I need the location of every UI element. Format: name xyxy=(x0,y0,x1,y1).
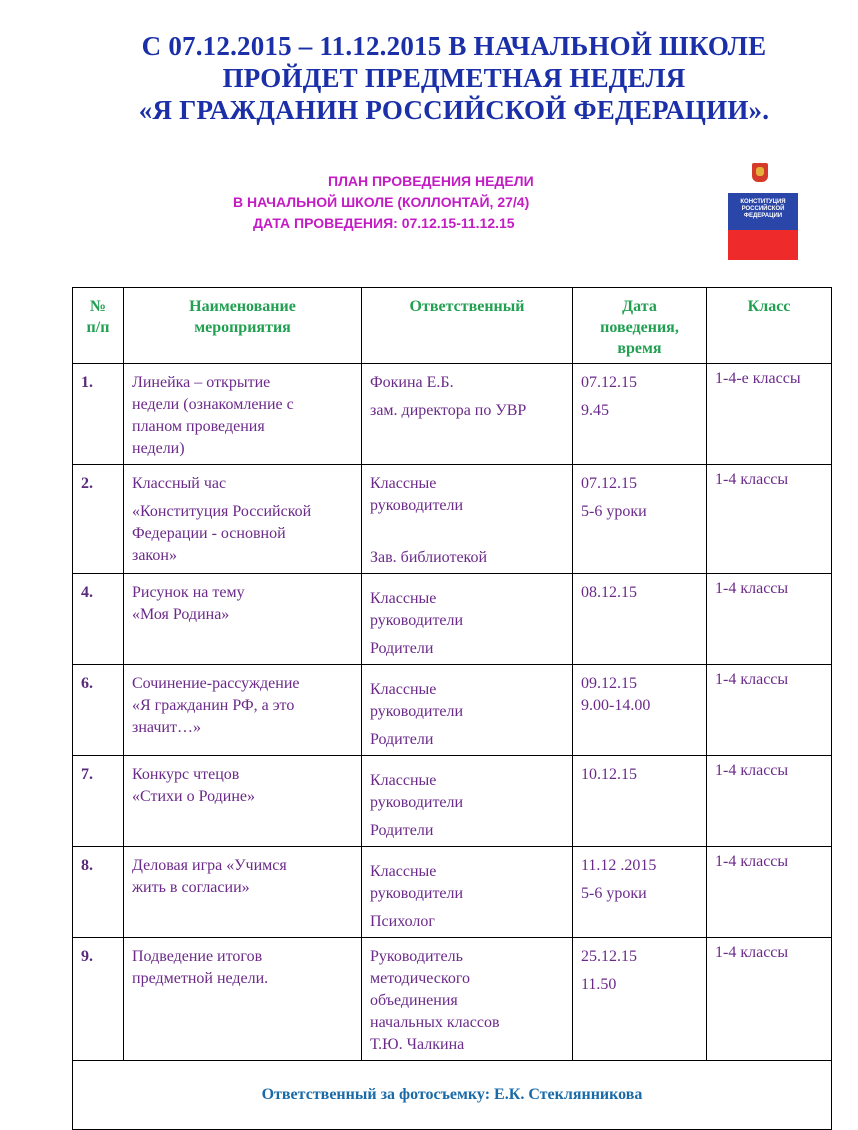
book-title-line-3: ФЕДЕРАЦИИ xyxy=(743,213,783,219)
header-num: № п/п xyxy=(73,288,124,364)
table-row xyxy=(73,364,832,465)
row-number: 7. xyxy=(73,756,124,847)
event-name: Сочинение-рассуждение «Я гражданин РФ, а это значит…» xyxy=(124,665,362,756)
event-name: Рисунок на тему «Моя Родина» xyxy=(124,574,362,665)
title-line-3: «Я ГРАЖДАНИН РОССИЙСКОЙ ФЕДЕРАЦИИ». xyxy=(138,95,770,125)
table-header-row xyxy=(73,288,832,364)
table-row xyxy=(73,847,832,938)
class-range: 1-4 классы xyxy=(707,574,832,665)
class-range: 1-4 классы xyxy=(707,756,832,847)
table-row xyxy=(73,574,832,665)
event-name: Подведение итогов предметной недели. xyxy=(124,938,362,1061)
row-number: 6. xyxy=(73,665,124,756)
row-number: 9. xyxy=(73,938,124,1061)
plan-school: В НАЧАЛЬНОЙ ШКОЛЕ (КОЛЛОНТАЙ, 27/4) xyxy=(233,194,530,210)
class-range: 1-4 классы xyxy=(707,847,832,938)
responsible: Классные руководители Психолог xyxy=(362,847,573,938)
class-range: 1-4 классы xyxy=(707,938,832,1061)
header-name: Наименование мероприятия xyxy=(124,288,362,364)
event-name: Линейка – открытие недели (ознакомление с планом проведения недели) xyxy=(124,364,362,465)
event-date: 09.12.15 9.00-14.00 xyxy=(573,665,707,756)
title-line-2: ПРОЙДЕТ ПРЕДМЕТНАЯ НЕДЕЛЯ xyxy=(222,63,686,93)
event-name: Классный час «Конституция Российской Федерации - основной закон» xyxy=(124,465,362,574)
event-name: Деловая игра «Учимся жить в согласии» xyxy=(124,847,362,938)
responsible: Руководитель методического объединения начальных классов Т.Ю. Чалкина xyxy=(362,938,573,1061)
class-range: 1-4 классы xyxy=(707,665,832,756)
coat-of-arms-icon xyxy=(752,163,768,182)
event-date: 07.12.15 9.45 xyxy=(573,364,707,465)
footer-row xyxy=(73,1061,832,1130)
event-name: Конкурс чтецов «Стихи о Родине» xyxy=(124,756,362,847)
row-number: 8. xyxy=(73,847,124,938)
event-date: 25.12.15 11.50 xyxy=(573,938,707,1061)
event-date: 07.12.15 5-6 уроки xyxy=(573,465,707,574)
row-number: 2. xyxy=(73,465,124,574)
class-range: 1-4-е классы xyxy=(707,364,832,465)
class-range: 1-4 классы xyxy=(707,465,832,574)
responsible: Фокина Е.Б. зам. директора по УВР xyxy=(362,364,573,465)
responsible: Классные руководители Родители xyxy=(362,574,573,665)
event-date: 11.12 .2015 5-6 уроки xyxy=(573,847,707,938)
table-row xyxy=(73,465,832,574)
page-title xyxy=(0,30,858,126)
title-line-1: С 07.12.2015 – 11.12.2015 В НАЧАЛЬНОЙ ШКОЛЕ xyxy=(141,31,767,61)
table-row xyxy=(73,938,832,1061)
event-date: 10.12.15 xyxy=(573,756,707,847)
responsible: Классные руководители Зав. библиотекой xyxy=(362,465,573,574)
row-number: 4. xyxy=(73,574,124,665)
header-class: Класс xyxy=(707,288,832,364)
header-date: Дата поведения, время xyxy=(573,288,707,364)
constitution-book-image xyxy=(728,193,798,260)
table-row xyxy=(73,665,832,756)
plan-dates: ДАТА ПРОВЕДЕНИЯ: 07.12.15-11.12.15 xyxy=(253,215,515,231)
header-responsible: Ответственный xyxy=(362,288,573,364)
plan-heading: ПЛАН ПРОВЕДЕНИЯ НЕДЕЛИ xyxy=(328,173,534,189)
photo-responsible: Ответственный за фотосъемку: Е.К. Стеклянникова xyxy=(73,1061,832,1130)
table-row xyxy=(73,756,832,847)
events-table xyxy=(72,287,832,1130)
book-title-line-1: КОНСТИТУЦИЯ xyxy=(740,199,786,205)
row-number: 1. xyxy=(73,364,124,465)
book-title-line-2: РОССИЙСКОЙ xyxy=(741,206,785,212)
responsible: Классные руководители Родители xyxy=(362,756,573,847)
event-date: 08.12.15 xyxy=(573,574,707,665)
responsible: Классные руководители Родители xyxy=(362,665,573,756)
